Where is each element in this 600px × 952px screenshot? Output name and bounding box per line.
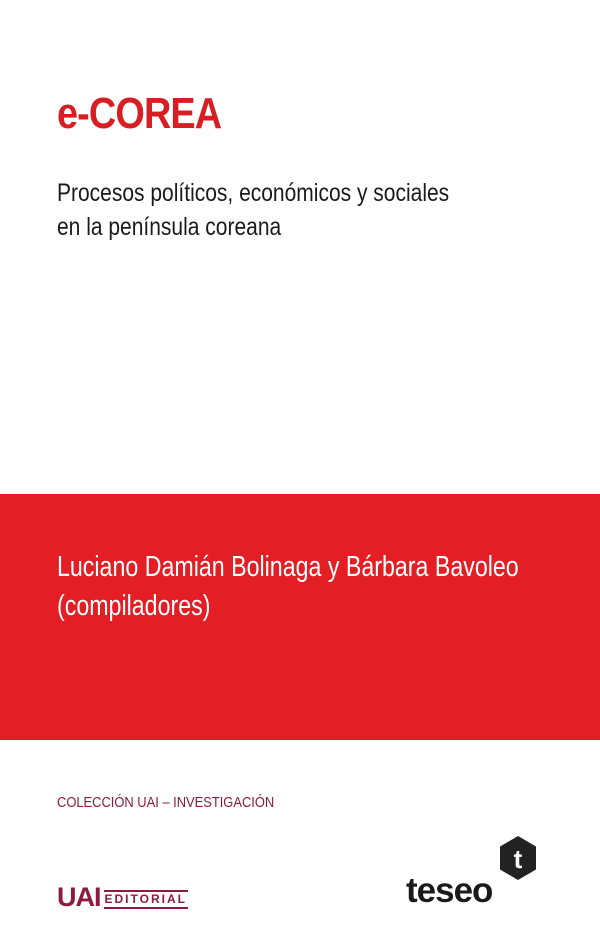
- red-author-band: [0, 494, 600, 740]
- authors-block: [57, 548, 553, 626]
- teseo-hexagon-icon: [498, 835, 538, 881]
- authors-role: (compiladores): [57, 590, 211, 622]
- subtitle-line: Procesos políticos, económicos y sociales: [57, 179, 450, 207]
- uai-logo-editorial: EDITORIAL: [104, 890, 188, 909]
- uai-editorial-logo: [57, 880, 188, 910]
- teseo-logo: [406, 833, 536, 913]
- subtitle-line: en la península coreana: [57, 213, 282, 241]
- book-subtitle: [57, 176, 511, 244]
- collection-label: COLECCIÓN UAI – INVESTIGACIÓN: [57, 794, 275, 811]
- teseo-hex-letter: t: [513, 844, 523, 874]
- teseo-wordmark: teseo: [406, 871, 493, 910]
- book-title: e-COREA: [57, 89, 222, 138]
- uai-logo-mark: UAI: [57, 882, 101, 912]
- authors-names: Luciano Damián Bolinaga y Bárbara Bavoleo: [57, 551, 519, 583]
